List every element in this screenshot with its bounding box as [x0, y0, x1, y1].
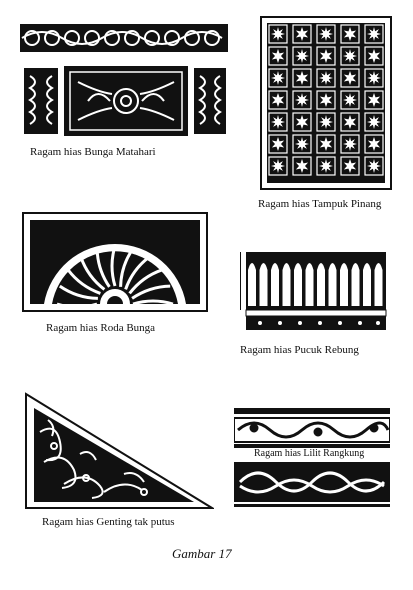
pucuk-rebung-spike: [248, 263, 256, 306]
lilit-rangkung-caption: Ragam hias Lilit Rangkung: [254, 448, 365, 459]
roda-bunga-caption: Ragam hias Roda Bunga: [46, 322, 156, 334]
bunga-matahari-caption: Ragam hias Bunga Matahari: [30, 146, 156, 158]
pucuk-rebung-spike: [363, 263, 371, 306]
genting-tak-putus-caption: Ragam hias Genting tak putus: [42, 516, 175, 528]
pucuk-rebung-spike: [340, 263, 348, 306]
pucuk-rebung-caption: Ragam hias Pucuk Rebung: [240, 344, 359, 356]
pucuk-rebung-spike: [260, 263, 268, 306]
tampuk-pinang-caption: Ragam hias Tampuk Pinang: [258, 198, 382, 210]
pucuk-rebung-figure: [240, 248, 390, 334]
pucuk-rebung-spike: [294, 263, 302, 306]
genting-tak-putus-figure: [24, 392, 214, 510]
pucuk-rebung-spike: [375, 263, 383, 306]
pucuk-rebung-spike: [271, 263, 279, 306]
pucuk-rebung-spike: [306, 263, 314, 306]
pucuk-rebung-spike: [352, 263, 360, 306]
pucuk-rebung-spike: [329, 263, 337, 306]
bunga-matahari-figure: [18, 22, 230, 138]
pucuk-rebung-spike: [283, 263, 291, 306]
tampuk-pinang-figure: [260, 16, 392, 190]
pucuk-rebung-spike: [317, 263, 325, 306]
figure-label: Gambar 17: [172, 546, 232, 561]
roda-bunga-figure: [22, 212, 208, 312]
